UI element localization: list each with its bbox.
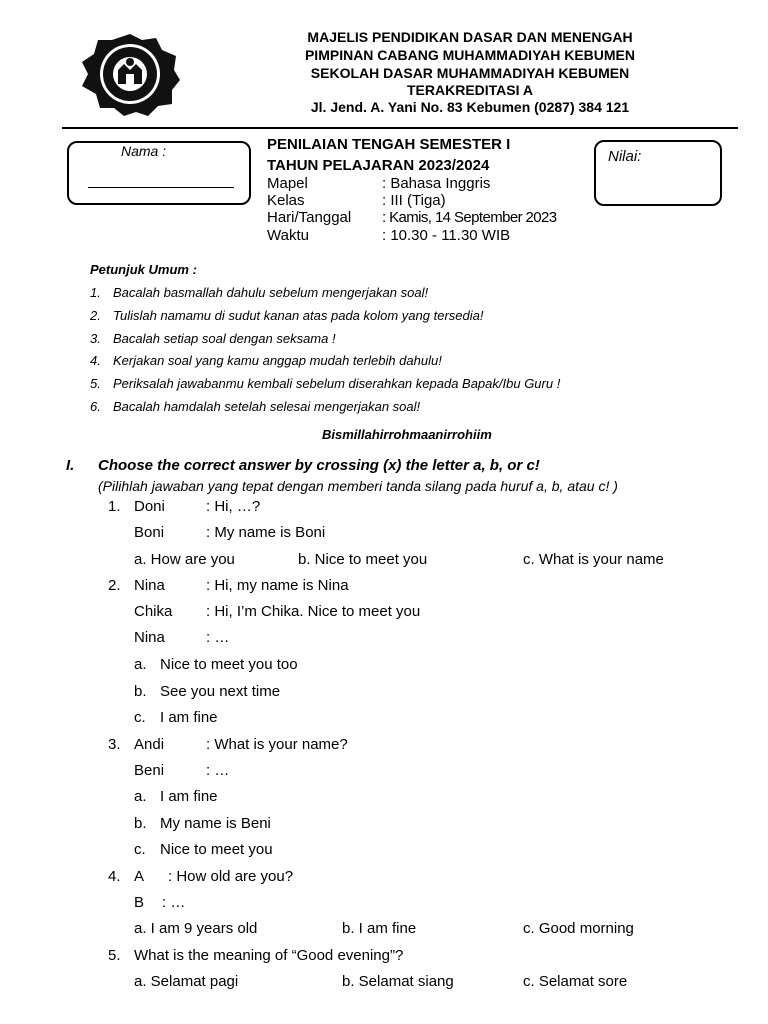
answer-option-c[interactable]: c. What is your name <box>523 551 664 568</box>
name-box[interactable] <box>67 141 251 205</box>
dialog-line: : … <box>206 762 230 779</box>
dialog-line: : … <box>162 894 186 911</box>
info-value-waktu: : 10.30 - 11.30 WIB <box>382 227 511 244</box>
answer-option-b[interactable]: b. I am fine <box>342 920 417 937</box>
section-number: I. <box>66 457 75 474</box>
dialog-line: : Hi, my name is Nina <box>206 577 349 594</box>
answer-option-c[interactable]: Nice to meet you <box>160 841 273 858</box>
instruction-text: Tulislah namamu di sudut kanan atas pada kolom yang tersedia! <box>113 308 484 323</box>
dialog-line: : What is your name? <box>206 736 348 753</box>
answer-option-c[interactable]: c. Selamat sore <box>523 973 628 990</box>
answer-option-a[interactable]: I am fine <box>160 788 218 805</box>
instruction-text: Bacalah hamdalah setelah selesai mengerjakan soal! <box>113 399 421 414</box>
instruction-num: 6. <box>90 399 101 414</box>
answer-option-c[interactable]: c. Good morning <box>523 920 634 937</box>
instruction-num: 3. <box>90 331 101 346</box>
dialog-line: : Hi, I’m Chika. Nice to meet you <box>206 603 421 620</box>
dialog-line: : Hi, …? <box>206 498 261 515</box>
school-logo <box>78 32 182 116</box>
header-line-3: SEKOLAH DASAR MUHAMMADIYAH KEBUMEN <box>310 65 630 81</box>
dialog-speaker: Boni <box>134 524 165 541</box>
option-letter[interactable]: a. <box>134 656 147 673</box>
answer-option-b[interactable]: My name is Beni <box>160 815 271 832</box>
instruction-num: 4. <box>90 353 101 368</box>
info-label-mapel: Mapel <box>267 175 308 192</box>
info-value-tanggal: : Kamis, 14 September 2023 <box>382 209 557 226</box>
option-letter[interactable]: a. <box>134 788 147 805</box>
exam-title: PENILAIAN TENGAH SEMESTER I <box>267 136 511 153</box>
dialog-line: : My name is Boni <box>206 524 326 541</box>
option-letter[interactable]: c. <box>134 709 146 726</box>
answer-option-a[interactable]: a. Selamat pagi <box>134 973 239 990</box>
instruction-text: Bacalah basmallah dahulu sebelum mengerjakan soal! <box>113 285 429 300</box>
header-address: Jl. Jend. A. Yani No. 83 Kebumen (0287) 384 121 <box>310 99 630 115</box>
option-letter[interactable]: b. <box>134 683 147 700</box>
info-value-mapel: : Bahasa Inggris <box>382 175 491 192</box>
info-value-kelas: : III (Tiga) <box>382 192 446 209</box>
header-divider <box>62 127 738 129</box>
nilai-box[interactable] <box>594 140 722 206</box>
question-number: 3. <box>108 736 121 753</box>
question-number: 5. <box>108 947 121 964</box>
section-title: Choose the correct answer by crossing (x) the letter a, b, or c! <box>98 457 540 474</box>
dialog-speaker: B <box>134 894 145 911</box>
dialog-line: : How old are you? <box>168 868 294 885</box>
answer-option-b[interactable]: See you next time <box>160 683 281 700</box>
question-text: What is the meaning of “Good evening”? <box>134 947 404 964</box>
instruction-text: Bacalah setiap soal dengan seksama ! <box>113 331 336 346</box>
name-label: Nama : <box>121 143 167 159</box>
instruction-num: 5. <box>90 376 101 391</box>
instruction-text: Periksalah jawabanmu kembali sebelum diserahkan kepada Bapak/Ibu Guru ! <box>113 376 561 391</box>
instructions-title: Petunjuk Umum : <box>90 262 197 277</box>
question-number: 1. <box>108 498 121 515</box>
dialog-speaker: Beni <box>134 762 165 779</box>
section-subtitle: (Pilihlah jawaban yang tepat dengan memberi tanda silang pada huruf a, b, atau c! ) <box>98 478 618 494</box>
exam-year: TAHUN PELAJARAN 2023/2024 <box>267 157 490 174</box>
instruction-text: Kerjakan soal yang kamu anggap mudah terlebih dahulu! <box>113 353 442 368</box>
nilai-label: Nilai: <box>608 148 642 165</box>
bismillah: Bismillahirrohmaanirrohiim <box>322 427 492 442</box>
answer-option-a[interactable]: a. I am 9 years old <box>134 920 258 937</box>
dialog-speaker: Nina <box>134 629 165 646</box>
instruction-num: 1. <box>90 285 101 300</box>
info-label-tanggal: Hari/Tanggal <box>267 209 352 226</box>
dialog-line: : … <box>206 629 230 646</box>
question-number: 2. <box>108 577 121 594</box>
answer-option-a[interactable]: Nice to meet you too <box>160 656 298 673</box>
answer-option-c[interactable]: I am fine <box>160 709 218 726</box>
info-label-waktu: Waktu <box>267 227 309 244</box>
answer-option-a[interactable]: a. How are you <box>134 551 235 568</box>
answer-option-b[interactable]: b. Nice to meet you <box>298 551 428 568</box>
answer-option-b[interactable]: b. Selamat siang <box>342 973 454 990</box>
option-letter[interactable]: c. <box>134 841 146 858</box>
dialog-speaker: Chika <box>134 603 173 620</box>
info-label-kelas: Kelas <box>267 192 305 209</box>
option-letter[interactable]: b. <box>134 815 147 832</box>
dialog-speaker: Nina <box>134 577 165 594</box>
header-line-2: PIMPINAN CABANG MUHAMMADIYAH KEBUMEN <box>304 47 636 63</box>
dialog-speaker: Doni <box>134 498 165 515</box>
header-line-4: TERAKREDITASI A <box>407 82 533 98</box>
dialog-speaker: Andi <box>134 736 165 753</box>
instruction-num: 2. <box>90 308 101 323</box>
question-number: 4. <box>108 868 121 885</box>
header-line-1: MAJELIS PENDIDIKAN DASAR DAN MENENGAH <box>307 29 633 45</box>
dialog-speaker: A <box>134 868 145 885</box>
name-underline <box>88 187 234 188</box>
